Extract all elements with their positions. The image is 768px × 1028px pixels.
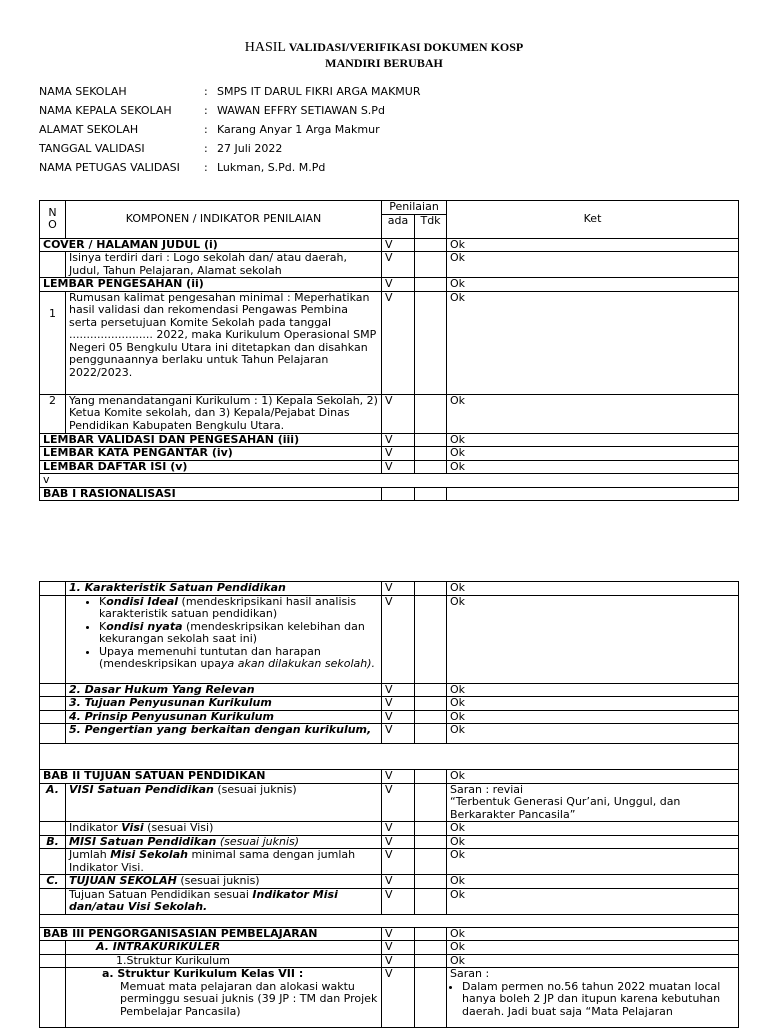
- row-label: [66, 875, 382, 889]
- mark-ada: V: [382, 683, 415, 697]
- mark-ada: V: [382, 291, 415, 394]
- document-subtitle: MANDIRI BERUBAH: [325, 56, 443, 70]
- table-row: [40, 460, 739, 474]
- table-row: [40, 582, 739, 596]
- text-part: TUJUAN SEKOLAH: [69, 874, 177, 887]
- text-part: Tujuan Satuan Pendidikan sesuai: [69, 887, 253, 901]
- info-colon: :: [204, 161, 208, 174]
- row-label: 2. Dasar Hukum Yang Relevan: [66, 683, 382, 697]
- mark-ada: V: [382, 835, 415, 849]
- mark-tdk: [415, 835, 447, 849]
- mark-ada: [382, 487, 415, 501]
- mark-ada: V: [382, 724, 415, 744]
- table-row: [40, 252, 739, 278]
- table-row: [40, 835, 739, 849]
- mark-tdk: [415, 710, 447, 724]
- mark-ket: Ok: [447, 822, 739, 836]
- mark-ada: V: [382, 822, 415, 836]
- row-label: LEMBAR KATA PENGANTAR (iv): [40, 447, 382, 461]
- mark-tdk: [415, 683, 447, 697]
- row-no: [40, 724, 66, 744]
- mark-tdk: [415, 968, 447, 1028]
- mark-ada: V: [382, 394, 415, 433]
- mark-ket: Ok: [447, 941, 739, 955]
- mark-tdk: [415, 582, 447, 596]
- row-no: [40, 252, 66, 278]
- header-tdk: Tdk: [415, 214, 447, 238]
- mark-ket: Ok: [447, 875, 739, 889]
- mark-ada: V: [382, 460, 415, 474]
- row-no: 2: [40, 394, 66, 433]
- mark-ket: Ok: [447, 697, 739, 711]
- mark-ket: Ok: [447, 278, 739, 292]
- mark-tdk: [415, 927, 447, 941]
- row-label: [66, 888, 382, 914]
- row-no: B.: [40, 835, 66, 849]
- row-no: [40, 941, 66, 955]
- table-row-empty: [40, 744, 739, 770]
- mark-ket: Ok: [447, 460, 739, 474]
- mark-ket: Ok: [447, 849, 739, 875]
- row-no: [40, 888, 66, 914]
- table-row: [40, 238, 739, 252]
- list-item: [99, 621, 378, 646]
- mark-tdk: [415, 875, 447, 889]
- header-komponen: KOMPONEN / INDIKATOR PENILAIAN: [66, 201, 382, 239]
- text-part: (sesuai juknis): [216, 834, 300, 848]
- text-part: Misi Sekolah: [110, 848, 188, 861]
- info-value: 27 Juli 2022: [217, 142, 283, 155]
- row-label: LEMBAR PENGESAHAN (ii): [40, 278, 382, 292]
- mark-ada: V: [382, 927, 415, 941]
- empty-cell: [40, 744, 739, 770]
- text-part: ya akan dilakukan sekolah).: [221, 657, 376, 670]
- mark-ada: V: [382, 582, 415, 596]
- info-value: Karang Anyar 1 Arga Makmur: [217, 123, 380, 136]
- mark-tdk: [415, 460, 447, 474]
- mark-ada: V: [382, 595, 415, 683]
- mark-ada: V: [382, 447, 415, 461]
- row-label: [66, 835, 382, 849]
- mark-ada: V: [382, 433, 415, 447]
- table-row: [40, 724, 739, 744]
- table-row: [40, 822, 739, 836]
- mark-tdk: [415, 447, 447, 461]
- row-no: [40, 595, 66, 683]
- mark-tdk: [415, 595, 447, 683]
- text-part: Visi: [121, 821, 144, 834]
- title-rest: VALIDASI/VERIFIKASI DOKUMEN KOSP: [285, 40, 524, 54]
- mark-tdk: [415, 394, 447, 433]
- mark-ada: V: [382, 888, 415, 914]
- mark-tdk: [415, 291, 447, 394]
- mark-tdk: [415, 849, 447, 875]
- text-part: VISI Satuan Pendidikan: [69, 782, 214, 796]
- row-label: LEMBAR VALIDASI DAN PENGESAHAN (iii): [40, 433, 382, 447]
- mark-ket: Ok: [447, 888, 739, 914]
- row-label: BAB I RASIONALISASI: [40, 487, 382, 501]
- text-part: (mendeskripsikani hasil analisis karakteristik satuan pendidikan): [99, 594, 357, 620]
- mark-tdk: [415, 697, 447, 711]
- mark-ket: Ok: [447, 595, 739, 683]
- row-label: [66, 783, 382, 822]
- mark-ket: Ok: [447, 447, 739, 461]
- row-no: A.: [40, 783, 66, 822]
- text-part: K: [99, 619, 107, 633]
- mark-ket: Ok: [447, 238, 739, 252]
- mark-ada: V: [382, 875, 415, 889]
- row-label: COVER / HALAMAN JUDUL (i): [40, 238, 382, 252]
- row-label: 5. Pengertian yang berkaitan dengan kurikulum,: [66, 724, 382, 744]
- table-row: [40, 683, 739, 697]
- table-row: [40, 433, 739, 447]
- table-row: [40, 474, 739, 488]
- karakteristik-list: [69, 596, 378, 671]
- table-row: [40, 394, 739, 433]
- mark-ket: [447, 487, 739, 501]
- table-row: [40, 710, 739, 724]
- table-row: [40, 968, 739, 1028]
- row-no: 1: [40, 291, 66, 394]
- mark-tdk: [415, 278, 447, 292]
- info-colon: :: [204, 104, 208, 117]
- mark-ket: [447, 783, 739, 822]
- info-label: NAMA PETUGAS VALIDASI: [39, 161, 180, 174]
- row-label: 4. Prinsip Penyusunan Kurikulum: [66, 710, 382, 724]
- mark-ket: Ok: [447, 291, 739, 394]
- mark-ada: V: [382, 954, 415, 968]
- mark-ada: V: [382, 238, 415, 252]
- row-label: Isinya terdiri dari : Logo sekolah dan/ atau daerah, Judul, Tahun Pelajaran, Alamat sekolah: [66, 252, 382, 278]
- mark-ket: Ok: [447, 835, 739, 849]
- list-item: • Dalam permen no.56 tahun 2022 muatan local hanya boleh 2 JP dan itupun karena kebutuhan daerah. Jadi buat saja “Mata Pelajaran: [462, 981, 735, 1019]
- saran-list: [450, 981, 735, 1019]
- mark-ada: V: [382, 783, 415, 822]
- mark-ket: Ok: [447, 582, 739, 596]
- mark-ket: Ok: [447, 433, 739, 447]
- mark-tdk: [415, 954, 447, 968]
- table-row: [40, 487, 739, 501]
- mark-tdk: [415, 487, 447, 501]
- table-row: [40, 595, 739, 683]
- mark-tdk: [415, 941, 447, 955]
- table-row: [40, 875, 739, 889]
- mark-tdk: [415, 724, 447, 744]
- mark-tdk: [415, 433, 447, 447]
- text-part: minimal sama dengan jumlah Indikator Visi.: [69, 848, 356, 874]
- mark-ket: [447, 968, 739, 1028]
- mark-ada: V: [382, 770, 415, 784]
- mark-ket: Ok: [447, 683, 739, 697]
- table-row: [40, 291, 739, 394]
- info-label: ALAMAT SEKOLAH: [39, 123, 139, 136]
- list-item: [99, 646, 378, 671]
- mark-tdk: [415, 783, 447, 822]
- row-no: [40, 683, 66, 697]
- mark-tdk: [415, 238, 447, 252]
- document-title: [0, 40, 768, 56]
- text-part: (sesuai Visi): [143, 821, 214, 834]
- row-label: [66, 822, 382, 836]
- row-no: [40, 710, 66, 724]
- table-row: [40, 954, 739, 968]
- saran-label: Saran : reviai: [450, 782, 524, 796]
- info-colon: :: [204, 85, 208, 98]
- saran-label: Saran :: [450, 967, 490, 980]
- mark-tdk: [415, 770, 447, 784]
- row-label: BAB III PENGORGANISASIAN PEMBELAJARAN: [40, 927, 382, 941]
- row-label: [66, 849, 382, 875]
- mark-ket: Ok: [447, 724, 739, 744]
- row-no: [40, 849, 66, 875]
- row-label: 1.Struktur Kurikulum: [66, 954, 382, 968]
- table-row: [40, 770, 739, 784]
- row-label: BAB II TUJUAN SATUAN PENDIDIKAN: [40, 770, 382, 784]
- text-part: MISI Satuan Pendidikan: [69, 834, 217, 848]
- header-no: N O: [40, 201, 66, 239]
- mark-ada: V: [382, 278, 415, 292]
- header-ket: Ket: [447, 201, 739, 239]
- mark-ket: Ok: [447, 770, 739, 784]
- row-no: [40, 582, 66, 596]
- mark-tdk: [415, 252, 447, 278]
- empty-cell: [40, 914, 739, 927]
- mark-ket: Ok: [447, 394, 739, 433]
- row-no: [40, 968, 66, 1028]
- info-value: Lukman, S.Pd. M.Pd: [217, 161, 326, 174]
- row-no: [40, 697, 66, 711]
- table-row-empty: [40, 914, 739, 927]
- info-colon: :: [204, 142, 208, 155]
- table-row: [40, 447, 739, 461]
- row-label: LEMBAR DAFTAR ISI (v): [40, 460, 382, 474]
- info-label: TANGGAL VALIDASI: [39, 142, 145, 155]
- mark-ket: Ok: [447, 252, 739, 278]
- header-penilaian: Penilaian: [382, 201, 447, 215]
- mark-ada: V: [382, 849, 415, 875]
- row-label: Yang menandatangani Kurikulum : 1) Kepala Sekolah, 2) Ketua Komite sekolah, dan 3) Kepala/Pejabat Dinas Pendidikan Kabupaten Bengkulu Utara.: [66, 394, 382, 433]
- text-part: ondisi nyata: [106, 619, 183, 633]
- row-no: C.: [40, 875, 66, 889]
- info-label: NAMA SEKOLAH: [39, 85, 127, 98]
- mark-ada: V: [382, 968, 415, 1028]
- text-part: Upaya memenuhi tuntutan dan harapan (mendeskripsikan upa: [99, 644, 321, 670]
- row-label: [66, 595, 382, 683]
- row-label: 1. Karakteristik Satuan Pendidikan: [66, 582, 382, 596]
- saran-text: “Terbentuk Generasi Qur’ani, Unggul, dan Berkarakter Pancasila”: [450, 795, 681, 821]
- info-label: NAMA KEPALA SEKOLAH: [39, 104, 172, 117]
- table-row: [40, 849, 739, 875]
- text-part: K: [99, 594, 107, 608]
- kelas-desc: Memuat mata pelajaran dan alokasi waktu perminggu sesuai juknis (39 JP : TM dan Projek Pembelajar Pancasila): [120, 979, 378, 1018]
- kelas-heading: a. Struktur Kurikulum Kelas VII :: [102, 967, 304, 980]
- row-no: [40, 822, 66, 836]
- mark-ada: V: [382, 941, 415, 955]
- text-part: ondisi Ideal: [106, 594, 179, 608]
- table-row: [40, 783, 739, 822]
- info-value: SMPS IT DARUL FIKRI ARGA MAKMUR: [217, 85, 421, 98]
- mark-ada: V: [382, 252, 415, 278]
- table-row: [40, 888, 739, 914]
- info-colon: :: [204, 123, 208, 136]
- mark-ket: Ok: [447, 927, 739, 941]
- row-no: [40, 954, 66, 968]
- table-row: [40, 697, 739, 711]
- title-prefix: HASIL: [244, 40, 286, 55]
- text-part: (sesuai juknis): [213, 782, 297, 796]
- text-part: (mendeskripsikan kelebihan dan kekurangan sekolah saat ini): [99, 619, 365, 645]
- validation-table-1: [39, 200, 739, 501]
- mark-tdk: [415, 822, 447, 836]
- row-label: A. INTRAKURIKULER: [66, 941, 382, 955]
- text-part: Indikator: [69, 821, 122, 834]
- table-row: [40, 941, 739, 955]
- mark-ket: Ok: [447, 710, 739, 724]
- row-label: 3. Tujuan Penyusunan Kurikulum: [66, 697, 382, 711]
- row-label: v: [40, 474, 739, 488]
- mark-ada: V: [382, 710, 415, 724]
- row-label: Rumusan kalimat pengesahan minimal : Meperhatikan hasil validasi dan rekomendasi Pengawas Pembina serta persetujuan Komite Sekolah pada tanggal ........................ 2022, maka Kurikulum Operasional SMP Negeri 05 Bengkulu Utara ini ditetapkan dan disahkan penggunaannya berlaku untuk Tahun Pelajaran 2022/2023.: [66, 291, 382, 394]
- row-label: [66, 968, 382, 1028]
- info-value: WAWAN EFFRY SETIAWAN S.Pd: [217, 104, 385, 117]
- validation-table-2: [39, 581, 739, 1028]
- mark-tdk: [415, 888, 447, 914]
- mark-ket: Ok: [447, 954, 739, 968]
- header-ada: ada: [382, 214, 415, 238]
- table-row: [40, 927, 739, 941]
- table-row: [40, 278, 739, 292]
- text-part: (sesuai juknis): [176, 874, 260, 887]
- list-item: [99, 596, 378, 621]
- text-part: Indikator Misi dan/atau Visi Sekolah.: [69, 887, 338, 913]
- mark-ada: V: [382, 697, 415, 711]
- text-part: Jumlah: [69, 848, 111, 861]
